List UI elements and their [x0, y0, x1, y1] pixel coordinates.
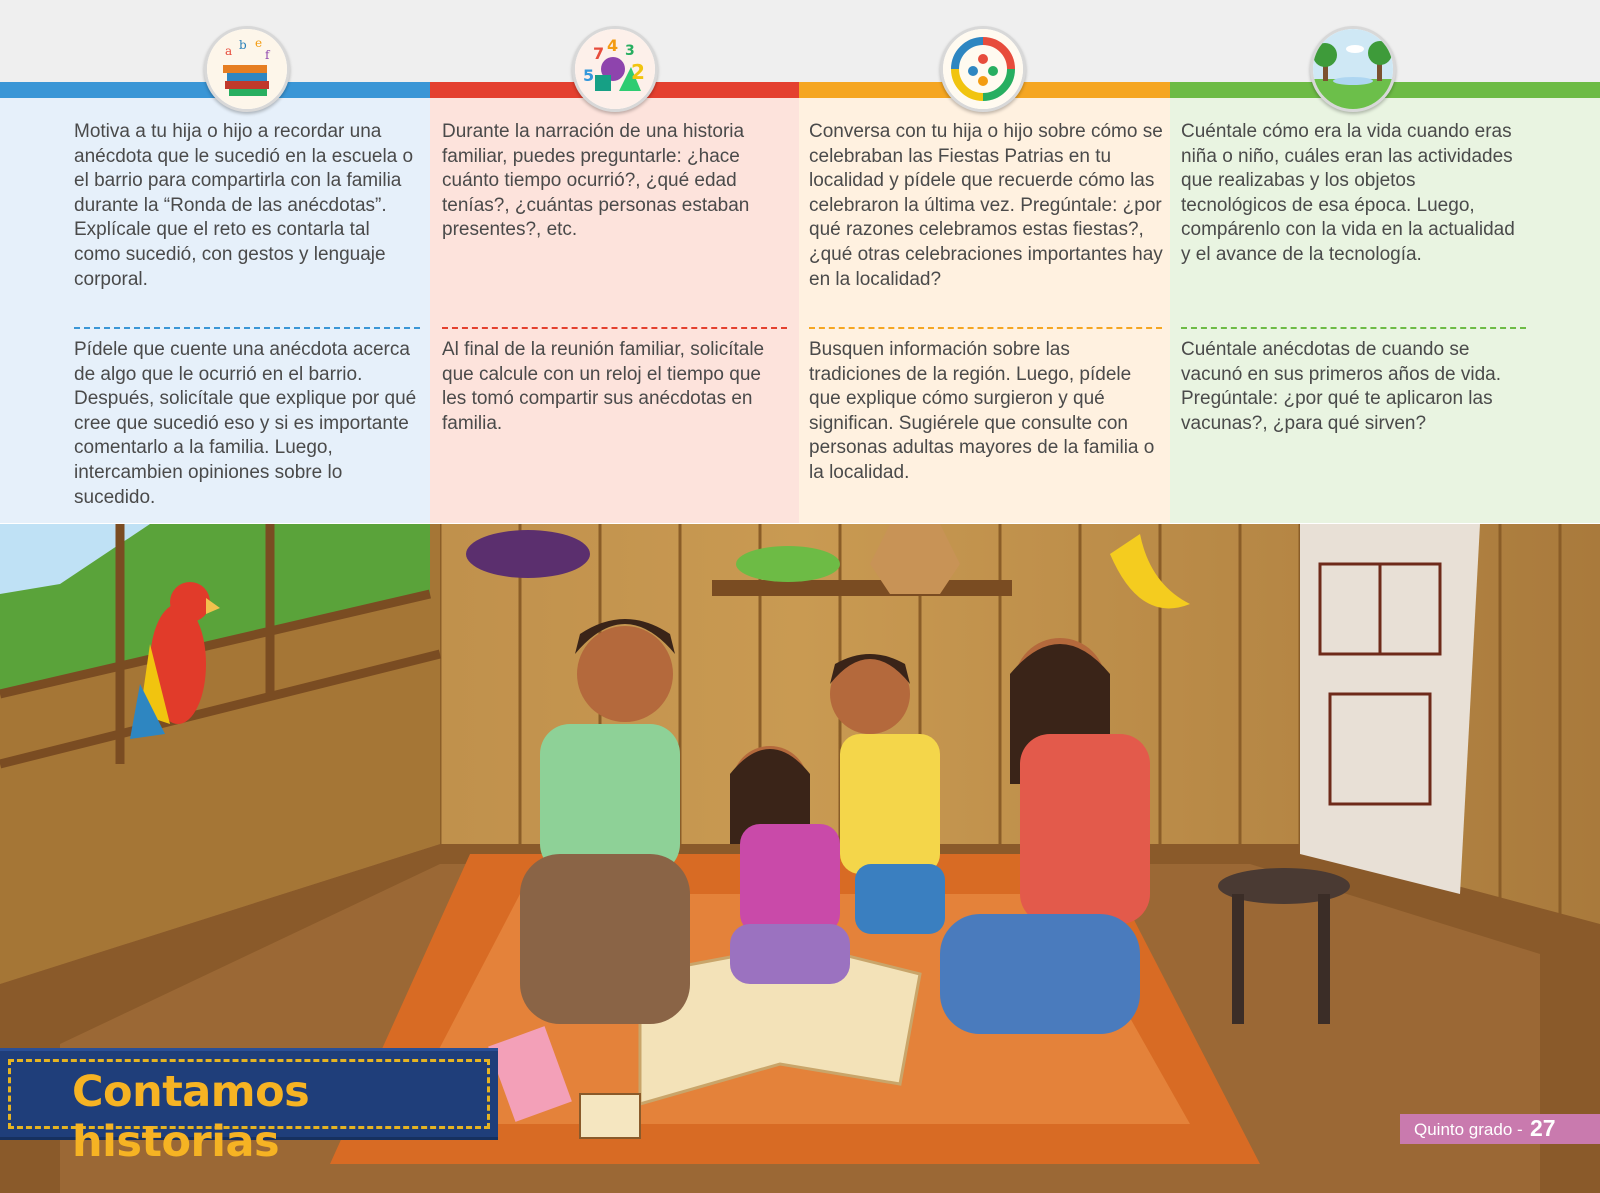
grade-label: Quinto grado -: [1414, 1120, 1523, 1139]
page-title: Contamos historias: [72, 1067, 310, 1167]
hanging-basket: [466, 530, 590, 578]
page-number: 27: [1530, 1115, 1556, 1141]
people-circle-icon: [940, 26, 1026, 112]
stool-leg: [1232, 894, 1244, 1024]
column-science: [1170, 98, 1600, 523]
numbers-shapes-icon: [572, 26, 658, 112]
svg-text:f: f: [265, 48, 270, 62]
column-text-2: Al final de la reunión familiar, solicítale que calcule con un reloj el tiempo que les tomó compartir sus anécdotas en familia.: [442, 339, 765, 434]
column-text-1: Cuéntale cómo era la vida cuando eras niña o niño, cuáles eran las actividades que realizabas y los objetos tecnológicos de esa época. Luego, compárenlo con la vida en la actualidad y el avance de la tecnología.: [1181, 121, 1515, 265]
svg-text:b: b: [239, 38, 247, 52]
nature-landscape-icon: [1310, 26, 1396, 112]
column-social: [799, 98, 1170, 523]
svg-text:5: 5: [583, 66, 595, 85]
books-letters-icon: [204, 26, 290, 112]
column-text-1: Durante la narración de una historia familiar, puedes preguntarle: ¿hace cuánto tiempo ocurrió?, ¿qué edad tenías?, ¿cuántas personas estaban presentes?, etc.: [442, 121, 750, 241]
svg-text:e: e: [255, 36, 263, 50]
green-bowl: [736, 546, 840, 582]
shelf: [712, 580, 1012, 596]
column-communication: [0, 98, 430, 523]
column-text-2: Pídele que cuente una anécdota acerca de algo que le ocurrió en el barrio. Después, solicítale que explique por qué cree que sucedió eso y si es importante comentarlo a la familia. Luego, intercambien opiniones sobre lo sucedido.: [74, 339, 417, 508]
title-banner: [0, 1048, 498, 1167]
page-footer-tag: [1400, 1114, 1600, 1144]
column-text-2: Busquen información sobre las tradiciones de la región. Luego, pídele que explique cómo surgieron y qué significan. Sugiérele que consulte con personas adultas mayores de la familia o la localidad.: [809, 339, 1155, 483]
svg-text:2: 2: [631, 60, 645, 84]
stool-leg: [1318, 894, 1330, 1024]
dashed-divider: [1181, 327, 1526, 329]
wall-tapestry: [1300, 524, 1480, 894]
dashed-divider: [74, 327, 420, 329]
column-text-1: Motiva a tu hija o hijo a recordar una anécdota que le sucedió en la escuela o el barrio para compartirla con la familia durante la “Ronda de las anécdotas”. Explícale que el reto es contarla tal como sucedió, con gestos y lenguaje corporal.: [74, 121, 414, 290]
column-math: [430, 98, 799, 523]
svg-text:4: 4: [607, 36, 619, 55]
dashed-divider: [809, 327, 1162, 329]
svg-text:7: 7: [593, 44, 605, 63]
column-text-2: Cuéntale anécdotas de cuando se vacunó en sus primeros años de vida. Pregúntale: ¿por qué te aplicaron las vacunas?, ¿para qué sirven?: [1181, 339, 1502, 434]
svg-text:a: a: [225, 44, 233, 58]
svg-text:3: 3: [625, 43, 635, 59]
column-text-1: Conversa con tu hija o hijo sobre cómo se celebraban las Fiestas Patrias en tu localidad y pídele que recuerde cómo las celebraron la última vez. Pregúntale: ¿por qué razones celebramos estas fiestas?, ¿qué otras celebraciones importantes hay en la localidad?: [809, 121, 1163, 290]
dashed-divider: [442, 327, 787, 329]
